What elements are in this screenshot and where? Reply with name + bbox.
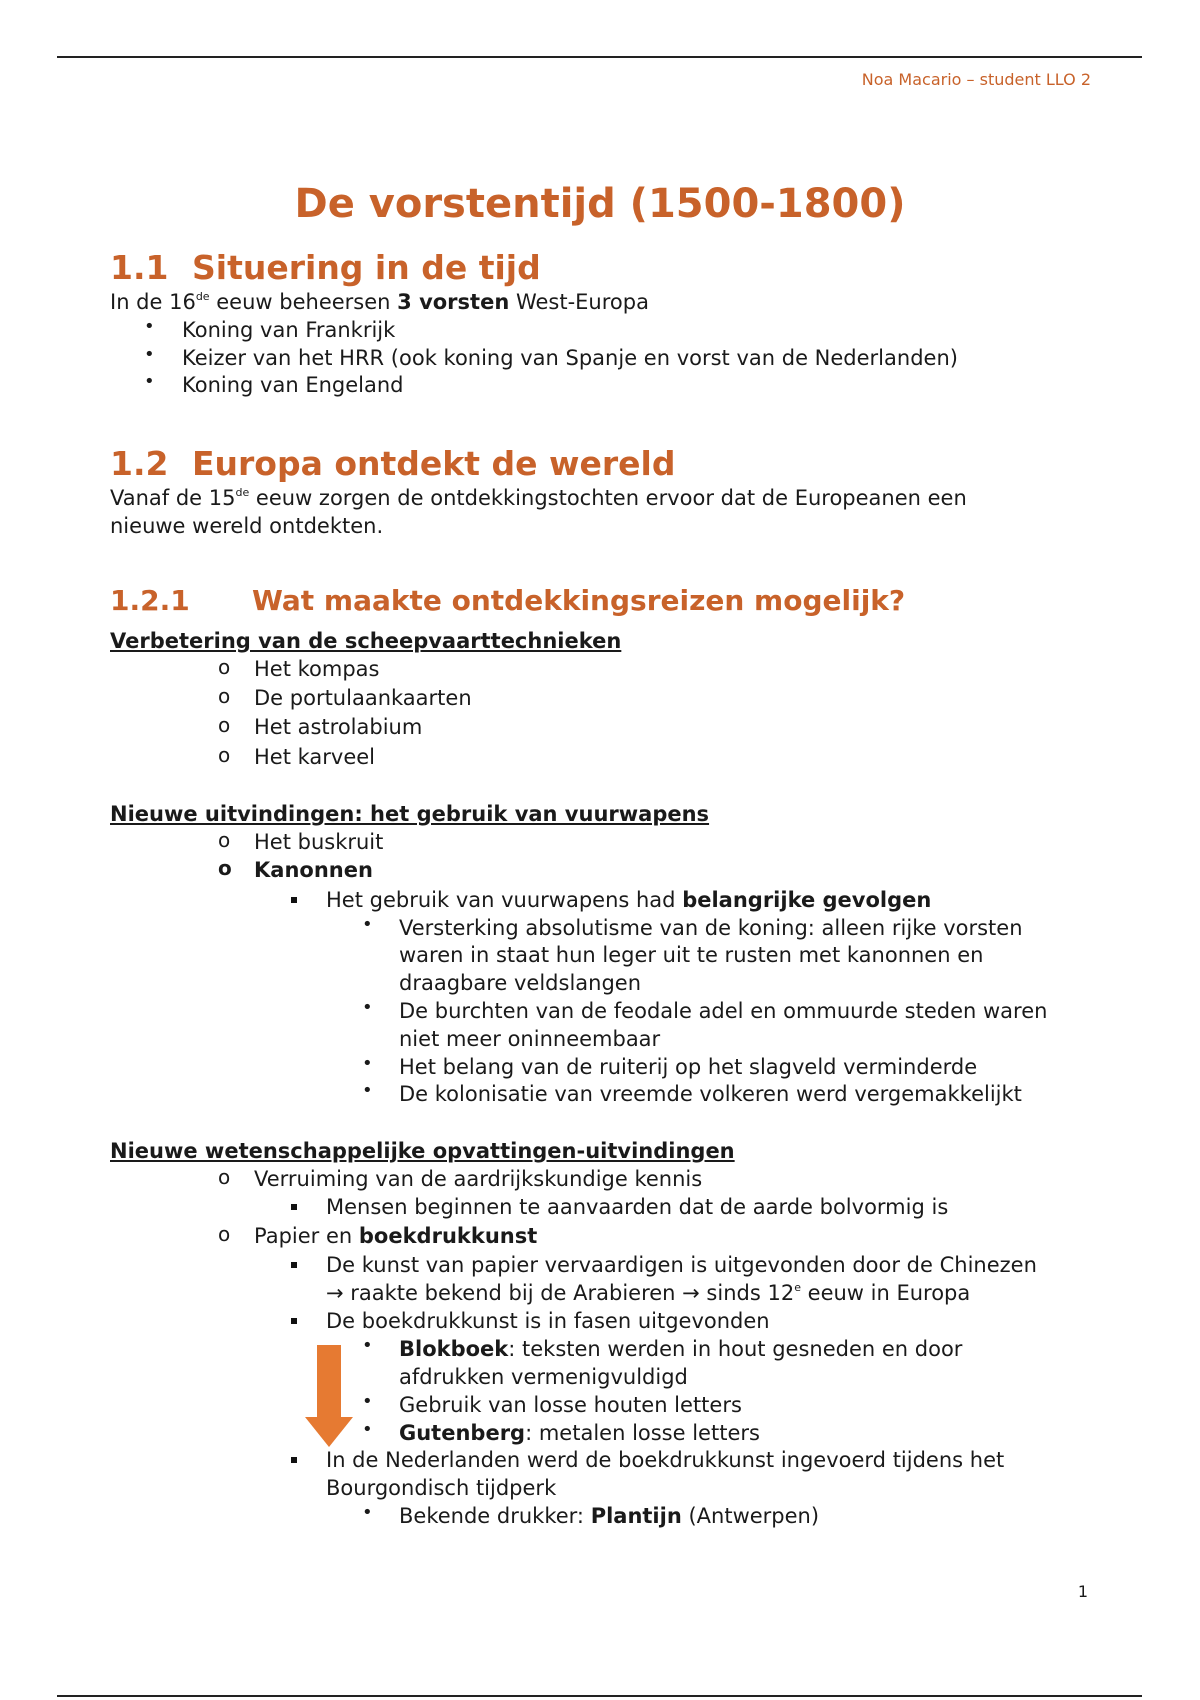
- header-rule: [57, 56, 1142, 58]
- heading-1-2-1-number: 1.2.1: [110, 584, 190, 617]
- circle-bullet-icon: o: [218, 1165, 231, 1189]
- list-item: Koning van Frankrijk: [182, 318, 396, 342]
- bullet-icon: •: [144, 316, 155, 337]
- list-item-continuation: → raakte bekend bij de Arabieren → sinds 12e eeuw in Europa: [326, 1281, 971, 1305]
- circle-bullet-icon: o: [218, 1222, 231, 1246]
- heading-1-2-1: [110, 584, 905, 618]
- list-item: Het gebruik van vuurwapens had belangrijke gevolgen: [326, 888, 932, 912]
- list-item: Het belang van de ruiterij op het slagveld verminderde: [399, 1055, 978, 1079]
- square-bullet-icon: [291, 897, 297, 903]
- header-author: Noa Macario – student LLO 2: [861, 70, 1091, 89]
- list-item: Gutenberg: metalen losse letters: [399, 1421, 760, 1445]
- subheading-scheepvaart: Verbetering van de scheepvaarttechnieken: [110, 629, 622, 653]
- bullet-icon: •: [362, 1391, 373, 1412]
- list-item: De burchten van de feodale adel en ommuurde steden waren: [399, 999, 1048, 1023]
- circle-bullet-icon: o: [218, 828, 231, 852]
- bullet-icon: •: [362, 1335, 373, 1356]
- bullet-icon: •: [362, 914, 373, 935]
- circle-bullet-icon: o: [218, 856, 232, 880]
- footer-rule: [57, 1695, 1142, 1697]
- bullet-icon: •: [362, 1419, 373, 1440]
- list-item: Koning van Engeland: [182, 373, 404, 397]
- list-item: In de Nederlanden werd de boekdrukkunst ingevoerd tijdens het: [326, 1448, 1005, 1472]
- list-item: Blokboek: teksten werden in hout gesneden en door: [399, 1337, 963, 1361]
- list-item: Papier en boekdrukkunst: [254, 1224, 538, 1248]
- heading-1-2-1-text: Wat maakte ontdekkingsreizen mogelijk?: [252, 584, 906, 617]
- paragraph-line: Vanaf de 15de eeuw zorgen de ontdekkingstochten ervoor dat de Europeanen een: [110, 486, 967, 510]
- list-item: Verruiming van de aardrijkskundige kennis: [254, 1167, 703, 1191]
- list-item: De portulaankaarten: [254, 686, 472, 710]
- list-item: Gebruik van losse houten letters: [399, 1393, 742, 1417]
- list-item-continuation: waren in staat hun leger uit te rusten met kanonnen en: [399, 943, 984, 967]
- bullet-icon: •: [362, 1080, 373, 1101]
- circle-bullet-icon: o: [218, 743, 231, 767]
- subheading-vuurwapens: Nieuwe uitvindingen: het gebruik van vuurwapens: [110, 802, 710, 826]
- square-bullet-icon: [291, 1204, 297, 1210]
- bullet-icon: •: [362, 997, 373, 1018]
- list-item: Het kompas: [254, 657, 380, 681]
- list-item: De boekdrukkunst is in fasen uitgevonden: [326, 1309, 770, 1333]
- page-title: De vorstentijd (1500-1800): [294, 181, 906, 227]
- list-item-continuation: afdrukken vermenigvuldigd: [399, 1365, 688, 1389]
- bullet-icon: •: [362, 1502, 373, 1523]
- square-bullet-icon: [291, 1457, 297, 1463]
- bullet-icon: •: [144, 371, 155, 392]
- circle-bullet-icon: o: [218, 655, 231, 679]
- circle-bullet-icon: o: [218, 713, 231, 737]
- page-number: 1: [1077, 1582, 1088, 1601]
- list-item-continuation: niet meer oninneembaar: [399, 1027, 661, 1051]
- square-bullet-icon: [291, 1262, 297, 1268]
- heading-1-2-number: 1.2: [110, 444, 169, 483]
- subheading-wetenschap: Nieuwe wetenschappelijke opvattingen-uitvindingen: [110, 1139, 735, 1163]
- down-arrow-icon: [305, 1345, 353, 1447]
- heading-1-1-text: Situering in de tijd: [192, 248, 541, 287]
- square-bullet-icon: [291, 1318, 297, 1324]
- list-item: Het astrolabium: [254, 715, 423, 739]
- heading-1-2: [110, 444, 675, 484]
- list-item: Keizer van het HRR (ook koning van Spanje en vorst van de Nederlanden): [182, 346, 958, 370]
- list-item-continuation: draagbare veldslangen: [399, 971, 642, 995]
- circle-bullet-icon: o: [218, 684, 231, 708]
- heading-1-2-text: Europa ontdekt de wereld: [192, 444, 676, 483]
- list-item: Mensen beginnen te aanvaarden dat de aarde bolvormig is: [326, 1195, 949, 1219]
- list-item: Versterking absolutisme van de koning: alleen rijke vorsten: [399, 916, 1023, 940]
- list-item: Kanonnen: [254, 858, 373, 882]
- list-item: Het buskruit: [254, 830, 384, 854]
- bullet-icon: •: [144, 344, 155, 365]
- list-item: De kunst van papier vervaardigen is uitgevonden door de Chinezen: [326, 1253, 1037, 1277]
- list-item-continuation: Bourgondisch tijdperk: [326, 1476, 557, 1500]
- intro-paragraph: In de 16de eeuw beheersen 3 vorsten West-Europa: [110, 290, 649, 314]
- heading-1-1-number: 1.1: [110, 248, 169, 287]
- list-item: De kolonisatie van vreemde volkeren werd vergemakkelijkt: [399, 1082, 1022, 1106]
- bullet-icon: •: [362, 1053, 373, 1074]
- list-item: Bekende drukker: Plantijn (Antwerpen): [399, 1504, 820, 1528]
- list-item: Het karveel: [254, 745, 376, 769]
- heading-1-1: [110, 248, 541, 288]
- paragraph-line: nieuwe wereld ontdekten.: [110, 514, 384, 538]
